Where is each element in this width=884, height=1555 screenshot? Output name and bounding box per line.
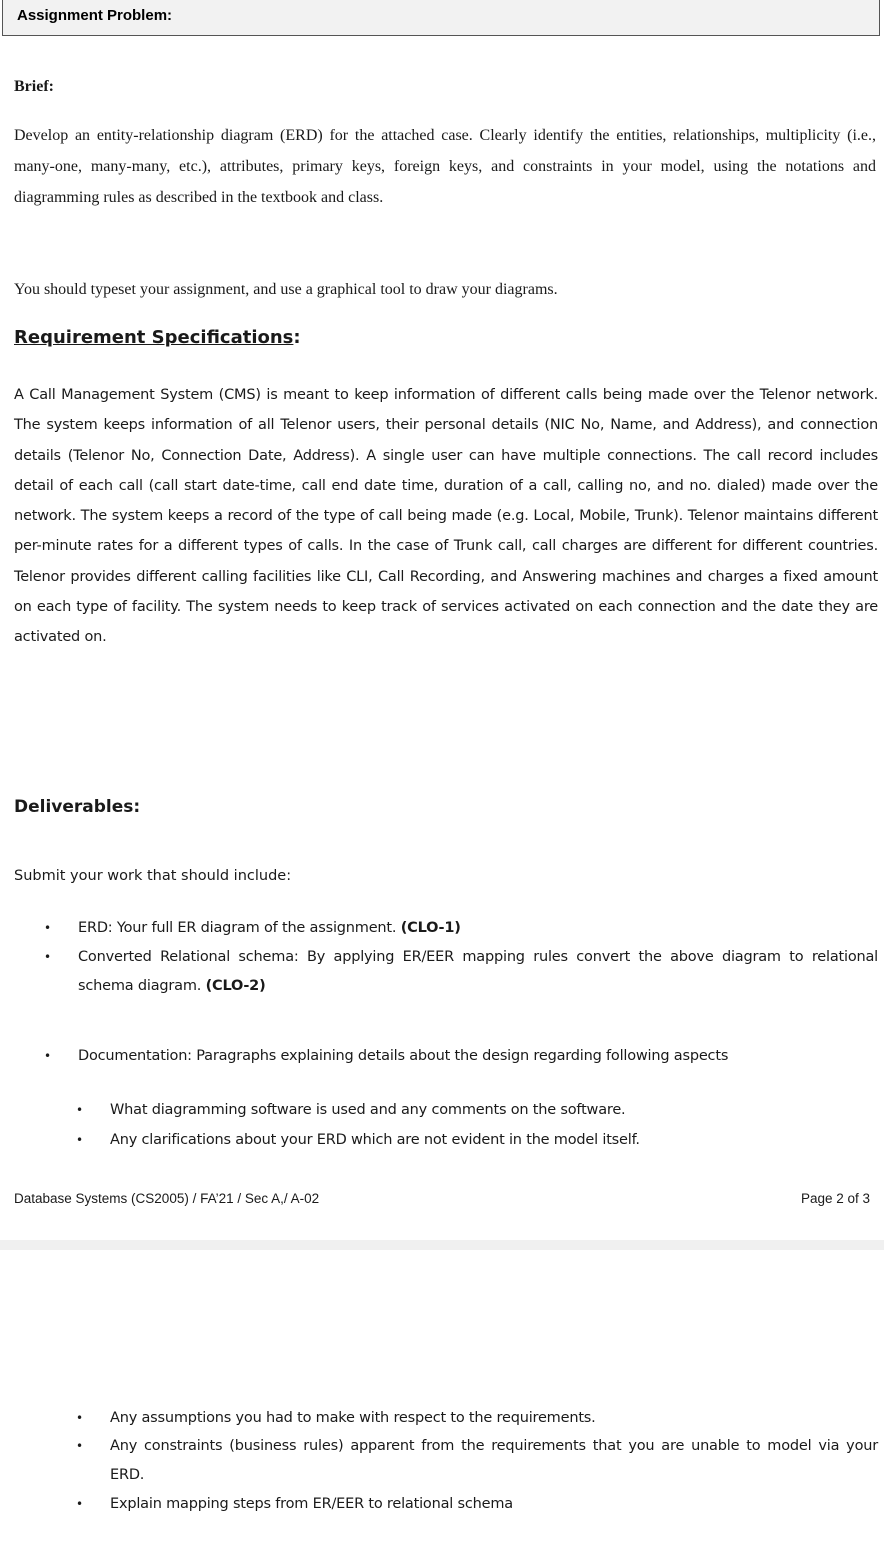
documentation-sublist [76,1432,878,1490]
bullet-icon: • [76,1439,83,1453]
doc-subitem-clarifications: • Any clarifications about your ERD which are not evident in the model itself. [110,1126,878,1155]
deliverable-list [44,943,878,1001]
deliverable-item-documentation: • Documentation: Paragraphs explaining details about the design regarding following aspects [78,1042,878,1071]
documentation-sublist [76,1490,878,1519]
bullet-icon: • [44,1049,51,1063]
deliverable-item-erd: • ERD: Your full ER diagram of the assignment. (CLO-1) [78,914,878,943]
doc-subitem-constraints: • Any constraints (business rules) apparent from the requirements that you are unable to model via your ERD. [110,1432,878,1490]
bullet-icon: • [44,950,51,964]
deliverables-heading: Deliverables: [14,797,141,817]
bullet-icon: • [76,1103,83,1117]
document-page-3 [0,1250,884,1555]
bullet-icon: • [76,1497,83,1511]
assignment-header-box [2,0,880,36]
doc-subitem-mapping: • Explain mapping steps from ER/EER to relational schema [110,1490,878,1519]
deliverable-list [44,914,878,943]
requirements-heading-colon: : [293,327,301,348]
documentation-sublist [76,1404,878,1433]
deliverable-item-schema: • Converted Relational schema: By applying ER/EER mapping rules convert the above diagram to relational schema diagram. (CLO-2) [78,943,878,1001]
deliverables-intro: Submit your work that should include: [14,868,292,884]
clo-tag: (CLO-2) [205,978,266,994]
footer-page-number: Page 2 of 3 [800,1191,870,1206]
documentation-sublist [76,1096,878,1125]
typeset-instruction: You should typeset your assignment, and use a graphical tool to draw your diagrams. [14,281,558,298]
bullet-icon: • [76,1133,83,1147]
documentation-sublist [76,1126,878,1155]
doc-subitem-assumptions: • Any assumptions you had to make with respect to the requirements. [110,1404,878,1433]
clo-tag: (CLO-1) [400,920,461,936]
requirements-body: A Call Management System (CMS) is meant to keep information of different calls being made over the Telenor network. The system keeps information of all Telenor users, their personal details (NIC No, Name, and Address), and connection details (Telenor No, Connection Date, Address). A single user can have multiple connections. The call record includes detail of each call (call start date-time, call end date time, duration of a call, calling no, and no. dialed) made over the network. The system keeps a record of the type of call being made (e.g. Local, Mobile, Trunk). Telenor maintains different per-minute rates for a different types of calls. In the case of Trunk call, call charges are different for different countries. Telenor provides different calling facilities like CLI, Call Recording, and Answering machines and charges a fixed amount on each type of facility. The system needs to keep track of services activated on each connection and the date they are activated on. [14,387,878,646]
doc-subitem-software: • What diagramming software is used and any comments on the software. [110,1096,878,1125]
deliverable-list [44,1042,878,1071]
bullet-icon: • [76,1411,83,1425]
bullet-icon: • [44,921,51,935]
requirements-heading [14,327,301,348]
requirements-heading-text: Requirement Specifications [14,327,294,348]
page-separator [0,1240,884,1250]
assignment-header-title: Assignment Problem: [17,7,173,24]
brief-heading: Brief: [14,78,54,95]
footer-course-info: Database Systems (CS2005) / FA’21 / Sec A,/ A-02 [14,1191,320,1206]
brief-paragraph: Develop an entity-relationship diagram (ERD) for the attached case. Clearly identify the entities, relationships, multiplicity (i.e., many-one, many-many, etc.), attributes, primary keys, foreign keys, and constraints in your model, using the notations and diagramming rules as described in the textbook and class. [14,127,876,206]
